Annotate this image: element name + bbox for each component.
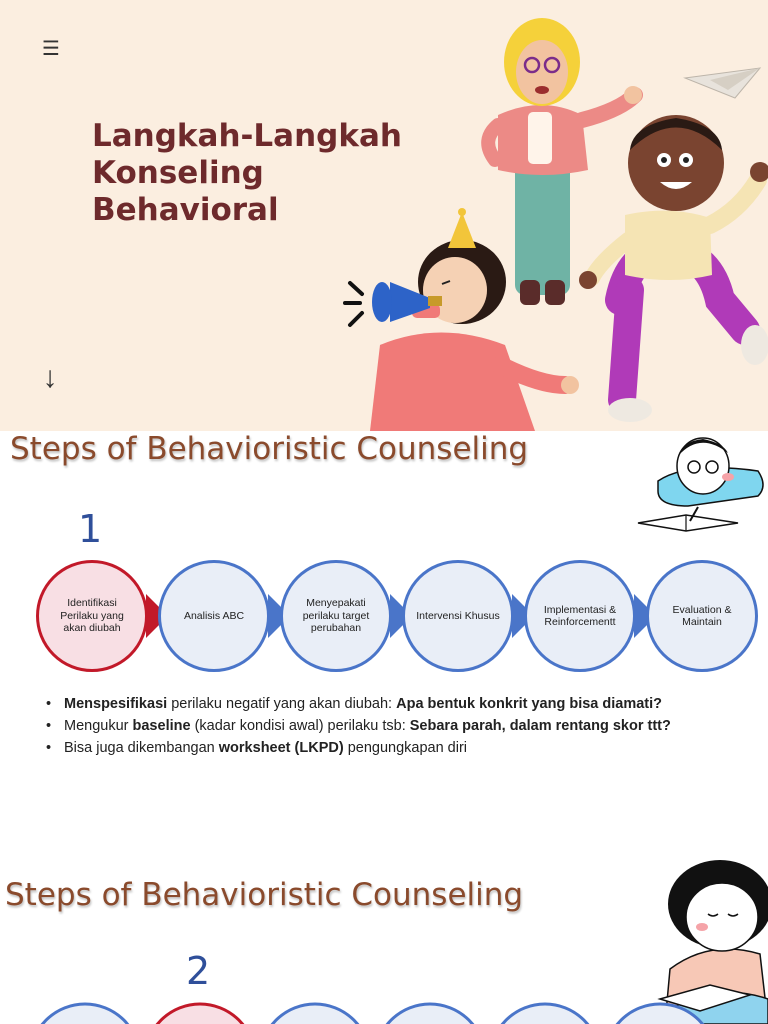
step-1-slide <box>0 431 768 823</box>
list-item: • Mengukur baseline (kadar kondisi awal) perilaku tsb: Sebara parah, dalam rentang skor ttt? <box>44 715 764 737</box>
step-number: 1 <box>78 507 103 551</box>
cover-title-line: Behavioral <box>92 192 279 228</box>
step-bubble <box>260 1004 370 1024</box>
bullet-list <box>44 693 764 759</box>
step-bubble-active <box>145 1004 255 1024</box>
step-bubble <box>30 1004 140 1024</box>
cartoon-kids-illustration <box>330 0 768 431</box>
cover-slide <box>0 0 768 431</box>
list-item: • Menspesifikasi perilaku negatif yang akan diubah: Apa bentuk konkrit yang bisa diamati? <box>44 693 764 715</box>
step-bubble <box>490 1004 600 1024</box>
steps-flow-partial <box>0 999 768 1024</box>
slide-title: Steps of Behavioristic Counseling <box>10 431 529 467</box>
menu-icon[interactable]: ☰ <box>42 38 60 60</box>
list-item: • Bisa juga dikembangan worksheet (LKPD) pengungkapan diri <box>44 737 764 759</box>
step-bubble-evaluation: Evaluation & Maintain <box>646 560 758 672</box>
reading-boy-illustration <box>628 431 768 541</box>
step-bubble-identifikasi: Identifikasi Perilaku yang akan diubah <box>36 560 148 672</box>
step-2-slide <box>0 823 768 1024</box>
step-bubble-implementasi: Implementasi & Reinforcementt <box>524 560 636 672</box>
cover-title-line: Konseling <box>92 155 264 191</box>
step-bubble-intervensi: Intervensi Khusus <box>402 560 514 672</box>
paper-plane-icon <box>685 68 760 98</box>
step-number: 2 <box>186 949 211 993</box>
running-kid-figure <box>579 115 768 422</box>
steps-flow <box>0 559 768 689</box>
step-bubble-analisis: Analisis ABC <box>158 560 270 672</box>
cover-title-line: Langkah-Langkah <box>92 118 402 154</box>
scroll-down-arrow-icon[interactable]: ↓ <box>42 361 58 394</box>
step-bubble-menyepakati: Menyepakati perilaku target perubahan <box>280 560 392 672</box>
slide-title: Steps of Behavioristic Counseling <box>5 877 524 913</box>
sound-lines-icon <box>345 283 362 325</box>
step-bubble <box>375 1004 485 1024</box>
step-bubble <box>605 1004 715 1024</box>
